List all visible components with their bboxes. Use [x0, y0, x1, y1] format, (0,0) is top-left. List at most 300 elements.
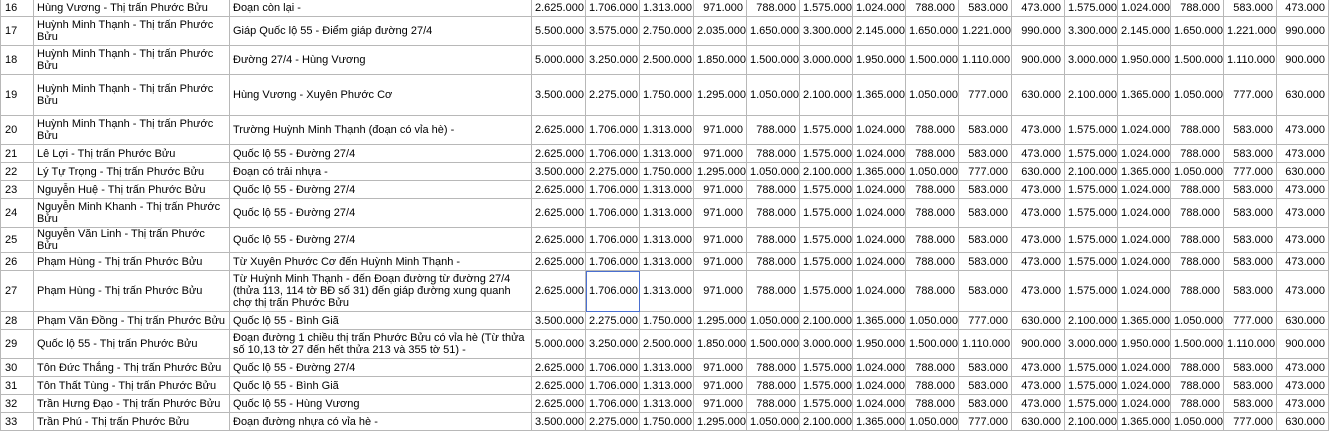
price-cell[interactable]: 1.706.000 [586, 395, 640, 413]
price-cell[interactable]: 1.575.000 [800, 199, 853, 228]
price-cell[interactable]: 583.000 [959, 116, 1012, 145]
price-cell[interactable]: 473.000 [1012, 199, 1065, 228]
price-cell[interactable]: 2.100.000 [800, 312, 853, 330]
segment-cell[interactable]: Quốc lộ 55 - Bình Giã [230, 312, 532, 330]
price-cell[interactable]: 1.024.000 [853, 395, 906, 413]
price-cell[interactable]: 1.706.000 [586, 253, 640, 271]
price-cell[interactable]: 1.706.000 [586, 116, 640, 145]
price-cell[interactable]: 1.313.000 [640, 0, 694, 17]
price-cell[interactable]: 777.000 [1224, 413, 1277, 431]
street-name-cell[interactable]: Trần Phú - Thị trấn Phước Bửu [34, 413, 230, 431]
price-cell[interactable]: 1.221.000 [1224, 17, 1277, 46]
price-cell[interactable]: 1.050.000 [1171, 413, 1224, 431]
price-cell[interactable]: 1.365.000 [1118, 312, 1171, 330]
price-cell[interactable]: 583.000 [959, 199, 1012, 228]
price-cell[interactable]: 1.365.000 [1118, 75, 1171, 116]
price-cell[interactable]: 3.300.000 [1065, 17, 1118, 46]
segment-cell[interactable]: Quốc lộ 55 - Đường 27/4 [230, 181, 532, 199]
price-cell[interactable]: 1.295.000 [694, 312, 747, 330]
price-cell[interactable]: 1.575.000 [1065, 271, 1118, 312]
price-cell[interactable]: 1.850.000 [694, 46, 747, 75]
price-cell[interactable]: 473.000 [1277, 253, 1329, 271]
price-cell[interactable]: 1.575.000 [1065, 377, 1118, 395]
price-cell[interactable]: 1.575.000 [800, 359, 853, 377]
segment-cell[interactable]: Đoạn còn lại - [230, 0, 532, 17]
price-cell[interactable]: 583.000 [959, 181, 1012, 199]
price-cell[interactable]: 473.000 [1012, 377, 1065, 395]
price-cell[interactable]: 788.000 [906, 377, 959, 395]
segment-cell[interactable]: Quốc lộ 55 - Đường 27/4 [230, 228, 532, 253]
price-cell[interactable]: 788.000 [1171, 145, 1224, 163]
price-cell[interactable]: 1.024.000 [853, 116, 906, 145]
row-number-cell[interactable]: 18 [1, 46, 34, 75]
price-cell[interactable]: 473.000 [1012, 116, 1065, 145]
price-cell[interactable]: 473.000 [1012, 145, 1065, 163]
price-cell[interactable]: 1.024.000 [1118, 377, 1171, 395]
price-cell[interactable]: 5.500.000 [532, 17, 586, 46]
price-cell[interactable]: 1.706.000 [586, 181, 640, 199]
price-cell[interactable]: 2.275.000 [586, 75, 640, 116]
price-cell[interactable]: 1.706.000 [586, 359, 640, 377]
price-cell[interactable]: 788.000 [906, 199, 959, 228]
price-cell[interactable]: 583.000 [959, 271, 1012, 312]
price-cell[interactable]: 788.000 [906, 116, 959, 145]
price-cell[interactable]: 900.000 [1277, 330, 1329, 359]
price-cell[interactable]: 630.000 [1277, 75, 1329, 116]
price-cell[interactable]: 1.050.000 [906, 75, 959, 116]
row-number-cell[interactable]: 30 [1, 359, 34, 377]
price-cell[interactable]: 2.275.000 [586, 413, 640, 431]
street-name-cell[interactable]: Tôn Thất Tùng - Thị trấn Phước Bửu [34, 377, 230, 395]
price-cell[interactable]: 2.625.000 [532, 0, 586, 17]
segment-cell[interactable]: Đường 27/4 - Hùng Vương [230, 46, 532, 75]
row-number-cell[interactable]: 16 [1, 0, 34, 17]
price-cell[interactable]: 583.000 [1224, 181, 1277, 199]
segment-cell[interactable]: Hùng Vương - Xuyên Phước Cơ [230, 75, 532, 116]
price-cell[interactable]: 583.000 [1224, 359, 1277, 377]
price-cell[interactable]: 2.625.000 [532, 228, 586, 253]
price-cell[interactable]: 2.625.000 [532, 253, 586, 271]
price-cell[interactable]: 2.100.000 [1065, 163, 1118, 181]
price-cell[interactable]: 1.575.000 [800, 377, 853, 395]
price-cell[interactable]: 1.650.000 [1171, 17, 1224, 46]
price-cell[interactable]: 1.575.000 [800, 271, 853, 312]
price-cell[interactable]: 1.050.000 [906, 312, 959, 330]
price-cell[interactable]: 583.000 [959, 228, 1012, 253]
price-cell[interactable]: 971.000 [694, 145, 747, 163]
price-cell[interactable]: 788.000 [747, 199, 800, 228]
price-cell[interactable]: 583.000 [1224, 199, 1277, 228]
price-cell[interactable]: 1.500.000 [747, 330, 800, 359]
price-cell[interactable]: 788.000 [747, 271, 800, 312]
price-cell[interactable]: 473.000 [1277, 199, 1329, 228]
price-cell[interactable]: 583.000 [1224, 145, 1277, 163]
street-name-cell[interactable]: Hùng Vương - Thị trấn Phước Bửu [34, 0, 230, 17]
price-cell[interactable]: 1.313.000 [640, 199, 694, 228]
segment-cell[interactable]: Đoạn đường 1 chiều thị trấn Phước Bửu có vỉa hè (Từ thửa số 10,13 tờ 27 đến hết thửa 213 và 355 tờ 51) - [230, 330, 532, 359]
price-cell[interactable]: 473.000 [1277, 145, 1329, 163]
price-cell[interactable]: 2.100.000 [800, 163, 853, 181]
price-cell[interactable]: 473.000 [1012, 395, 1065, 413]
row-number-cell[interactable]: 17 [1, 17, 34, 46]
price-cell[interactable]: 788.000 [906, 228, 959, 253]
price-cell[interactable]: 788.000 [1171, 395, 1224, 413]
row-number-cell[interactable]: 29 [1, 330, 34, 359]
price-cell[interactable]: 788.000 [1171, 116, 1224, 145]
price-cell[interactable]: 1.110.000 [959, 330, 1012, 359]
price-cell[interactable]: 1.024.000 [1118, 199, 1171, 228]
price-cell[interactable]: 788.000 [1171, 0, 1224, 17]
price-cell[interactable]: 1.024.000 [1118, 145, 1171, 163]
price-cell[interactable]: 5.000.000 [532, 46, 586, 75]
price-cell[interactable]: 1.050.000 [747, 413, 800, 431]
price-cell[interactable]: 971.000 [694, 253, 747, 271]
price-cell[interactable]: 1.050.000 [1171, 163, 1224, 181]
price-cell[interactable]: 1.575.000 [800, 0, 853, 17]
price-cell[interactable]: 1.575.000 [800, 395, 853, 413]
price-cell[interactable]: 788.000 [747, 0, 800, 17]
price-cell[interactable]: 777.000 [1224, 312, 1277, 330]
price-cell[interactable]: 583.000 [1224, 228, 1277, 253]
street-name-cell[interactable]: Huỳnh Minh Thạnh - Thị trấn Phước Bửu [34, 75, 230, 116]
street-name-cell[interactable]: Nguyễn Văn Linh - Thị trấn Phước Bửu [34, 228, 230, 253]
price-cell[interactable]: 473.000 [1277, 377, 1329, 395]
price-cell[interactable]: 1.110.000 [1224, 330, 1277, 359]
price-cell[interactable]: 1.750.000 [640, 413, 694, 431]
price-cell[interactable]: 2.625.000 [532, 116, 586, 145]
price-cell[interactable]: 583.000 [959, 377, 1012, 395]
price-cell[interactable]: 1.500.000 [906, 330, 959, 359]
price-cell[interactable]: 788.000 [747, 395, 800, 413]
street-name-cell[interactable]: Trần Hưng Đạo - Thị trấn Phước Bửu [34, 395, 230, 413]
price-cell[interactable]: 1.050.000 [1171, 75, 1224, 116]
price-cell[interactable]: 2.275.000 [586, 163, 640, 181]
price-cell[interactable]: 1.050.000 [906, 413, 959, 431]
price-cell[interactable]: 2.500.000 [640, 46, 694, 75]
price-cell[interactable]: 2.100.000 [1065, 413, 1118, 431]
price-cell[interactable]: 1.575.000 [1065, 228, 1118, 253]
price-cell[interactable]: 1.024.000 [853, 271, 906, 312]
row-number-cell[interactable]: 32 [1, 395, 34, 413]
price-cell[interactable]: 1.313.000 [640, 145, 694, 163]
price-cell[interactable]: 990.000 [1012, 17, 1065, 46]
price-cell[interactable]: 1.706.000 [586, 377, 640, 395]
price-cell[interactable]: 777.000 [959, 163, 1012, 181]
row-number-cell[interactable]: 21 [1, 145, 34, 163]
price-cell[interactable]: 1.575.000 [1065, 199, 1118, 228]
price-cell[interactable]: 1.706.000 [586, 271, 640, 312]
price-cell[interactable]: 971.000 [694, 0, 747, 17]
price-cell[interactable]: 3.250.000 [586, 330, 640, 359]
price-cell[interactable]: 1.313.000 [640, 395, 694, 413]
price-cell[interactable]: 2.035.000 [694, 17, 747, 46]
price-cell[interactable]: 1.024.000 [853, 0, 906, 17]
price-cell[interactable]: 788.000 [906, 395, 959, 413]
street-name-cell[interactable]: Quốc lộ 55 - Thị trấn Phước Bửu [34, 330, 230, 359]
row-number-cell[interactable]: 25 [1, 228, 34, 253]
price-cell[interactable]: 1.313.000 [640, 228, 694, 253]
price-cell[interactable]: 1.706.000 [586, 199, 640, 228]
price-cell[interactable]: 900.000 [1012, 46, 1065, 75]
price-cell[interactable]: 788.000 [1171, 359, 1224, 377]
segment-cell[interactable]: Từ Xuyên Phước Cơ đến Huỳnh Minh Thạnh - [230, 253, 532, 271]
segment-cell[interactable]: Quốc lộ 55 - Đường 27/4 [230, 199, 532, 228]
price-cell[interactable]: 630.000 [1012, 312, 1065, 330]
price-cell[interactable]: 473.000 [1277, 228, 1329, 253]
price-cell[interactable]: 1.365.000 [853, 413, 906, 431]
price-cell[interactable]: 630.000 [1012, 163, 1065, 181]
price-cell[interactable]: 788.000 [906, 0, 959, 17]
price-cell[interactable]: 3.500.000 [532, 163, 586, 181]
price-cell[interactable]: 1.313.000 [640, 359, 694, 377]
price-cell[interactable]: 583.000 [959, 395, 1012, 413]
price-cell[interactable]: 2.625.000 [532, 395, 586, 413]
price-cell[interactable]: 1.313.000 [640, 271, 694, 312]
price-cell[interactable]: 2.100.000 [1065, 312, 1118, 330]
price-cell[interactable]: 788.000 [1171, 377, 1224, 395]
price-cell[interactable]: 1.575.000 [1065, 359, 1118, 377]
price-cell[interactable]: 788.000 [747, 228, 800, 253]
price-cell[interactable]: 1.365.000 [853, 312, 906, 330]
price-cell[interactable]: 1.024.000 [853, 228, 906, 253]
price-cell[interactable]: 788.000 [906, 181, 959, 199]
price-cell[interactable]: 1.650.000 [906, 17, 959, 46]
price-cell[interactable]: 1.706.000 [586, 228, 640, 253]
price-cell[interactable]: 473.000 [1277, 271, 1329, 312]
price-cell[interactable]: 1.024.000 [853, 253, 906, 271]
price-cell[interactable]: 2.145.000 [853, 17, 906, 46]
price-cell[interactable]: 788.000 [747, 181, 800, 199]
row-number-cell[interactable]: 31 [1, 377, 34, 395]
price-cell[interactable]: 1.313.000 [640, 116, 694, 145]
price-cell[interactable]: 1.575.000 [800, 228, 853, 253]
price-cell[interactable]: 1.110.000 [959, 46, 1012, 75]
row-number-cell[interactable]: 27 [1, 271, 34, 312]
price-cell[interactable]: 1.024.000 [1118, 395, 1171, 413]
price-cell[interactable]: 1.365.000 [853, 163, 906, 181]
price-cell[interactable]: 1.024.000 [853, 359, 906, 377]
price-cell[interactable]: 1.024.000 [1118, 271, 1171, 312]
segment-cell[interactable]: Giáp Quốc lộ 55 - Điểm giáp đường 27/4 [230, 17, 532, 46]
price-cell[interactable]: 1.024.000 [1118, 0, 1171, 17]
price-cell[interactable]: 2.100.000 [800, 413, 853, 431]
price-cell[interactable]: 2.500.000 [640, 330, 694, 359]
price-cell[interactable]: 971.000 [694, 199, 747, 228]
price-cell[interactable]: 971.000 [694, 181, 747, 199]
price-cell[interactable]: 583.000 [959, 359, 1012, 377]
price-cell[interactable]: 1.575.000 [800, 253, 853, 271]
price-cell[interactable]: 630.000 [1012, 413, 1065, 431]
price-cell[interactable]: 1.575.000 [1065, 395, 1118, 413]
price-cell[interactable]: 1.575.000 [1065, 116, 1118, 145]
price-cell[interactable]: 1.750.000 [640, 163, 694, 181]
street-name-cell[interactable]: Huỳnh Minh Thạnh - Thị trấn Phước Bửu [34, 46, 230, 75]
price-cell[interactable]: 1.950.000 [1118, 46, 1171, 75]
row-number-cell[interactable]: 24 [1, 199, 34, 228]
price-cell[interactable]: 1.050.000 [747, 163, 800, 181]
price-cell[interactable]: 473.000 [1012, 253, 1065, 271]
price-cell[interactable]: 1.024.000 [1118, 181, 1171, 199]
street-name-cell[interactable]: Nguyễn Huệ - Thị trấn Phước Bửu [34, 181, 230, 199]
price-cell[interactable]: 971.000 [694, 377, 747, 395]
price-cell[interactable]: 788.000 [747, 145, 800, 163]
price-cell[interactable]: 777.000 [959, 413, 1012, 431]
price-cell[interactable]: 900.000 [1012, 330, 1065, 359]
price-cell[interactable]: 788.000 [906, 253, 959, 271]
price-cell[interactable]: 1.365.000 [853, 75, 906, 116]
price-cell[interactable]: 1.500.000 [906, 46, 959, 75]
price-cell[interactable]: 971.000 [694, 271, 747, 312]
price-cell[interactable]: 473.000 [1277, 181, 1329, 199]
price-cell[interactable]: 900.000 [1277, 46, 1329, 75]
price-cell[interactable]: 1.313.000 [640, 181, 694, 199]
price-cell[interactable]: 1.575.000 [800, 116, 853, 145]
price-cell[interactable]: 1.024.000 [853, 181, 906, 199]
price-cell[interactable]: 1.313.000 [640, 377, 694, 395]
price-cell[interactable]: 2.145.000 [1118, 17, 1171, 46]
price-cell[interactable]: 2.100.000 [1065, 75, 1118, 116]
street-name-cell[interactable]: Tôn Đức Thắng - Thị trấn Phước Bửu [34, 359, 230, 377]
price-cell[interactable]: 583.000 [1224, 395, 1277, 413]
price-cell[interactable]: 1.650.000 [747, 17, 800, 46]
price-cell[interactable]: 1.575.000 [1065, 181, 1118, 199]
price-cell[interactable]: 3.000.000 [800, 330, 853, 359]
price-cell[interactable]: 788.000 [1171, 253, 1224, 271]
price-cell[interactable]: 1.850.000 [694, 330, 747, 359]
price-cell[interactable]: 3.500.000 [532, 312, 586, 330]
price-cell[interactable]: 473.000 [1012, 271, 1065, 312]
price-cell[interactable]: 1.575.000 [1065, 0, 1118, 17]
price-cell[interactable]: 473.000 [1012, 181, 1065, 199]
street-name-cell[interactable]: Lê Lợi - Thị trấn Phước Bửu [34, 145, 230, 163]
price-cell[interactable]: 2.625.000 [532, 181, 586, 199]
price-cell[interactable]: 1.221.000 [959, 17, 1012, 46]
price-cell[interactable]: 1.295.000 [694, 413, 747, 431]
price-cell[interactable]: 1.050.000 [747, 75, 800, 116]
street-name-cell[interactable]: Huỳnh Minh Thạnh - Thị trấn Phước Bửu [34, 116, 230, 145]
price-cell[interactable]: 777.000 [1224, 163, 1277, 181]
price-cell[interactable]: 583.000 [1224, 116, 1277, 145]
price-cell[interactable]: 1.750.000 [640, 312, 694, 330]
price-cell[interactable]: 583.000 [1224, 271, 1277, 312]
segment-cell[interactable]: Đoạn đường nhựa có vỉa hè - [230, 413, 532, 431]
price-cell[interactable]: 1.050.000 [906, 163, 959, 181]
row-number-cell[interactable]: 20 [1, 116, 34, 145]
price-cell[interactable]: 2.625.000 [532, 377, 586, 395]
price-cell[interactable]: 788.000 [747, 359, 800, 377]
price-cell[interactable]: 3.000.000 [800, 46, 853, 75]
price-cell[interactable]: 630.000 [1012, 75, 1065, 116]
price-cell[interactable]: 1.024.000 [853, 145, 906, 163]
price-cell[interactable]: 1.950.000 [853, 46, 906, 75]
price-cell[interactable]: 3.000.000 [1065, 330, 1118, 359]
price-cell[interactable]: 3.575.000 [586, 17, 640, 46]
price-cell[interactable]: 788.000 [1171, 199, 1224, 228]
price-cell[interactable]: 473.000 [1277, 359, 1329, 377]
price-cell[interactable]: 1.024.000 [853, 199, 906, 228]
price-cell[interactable]: 1.024.000 [1118, 253, 1171, 271]
price-cell[interactable]: 583.000 [959, 145, 1012, 163]
price-cell[interactable]: 1.365.000 [1118, 413, 1171, 431]
price-cell[interactable]: 788.000 [747, 116, 800, 145]
price-cell[interactable]: 1.024.000 [1118, 359, 1171, 377]
price-cell[interactable]: 2.750.000 [640, 17, 694, 46]
price-cell[interactable]: 3.500.000 [532, 413, 586, 431]
price-cell[interactable]: 3.250.000 [586, 46, 640, 75]
price-cell[interactable]: 1.500.000 [1171, 330, 1224, 359]
street-name-cell[interactable]: Lý Tự Trọng - Thị trấn Phước Bửu [34, 163, 230, 181]
segment-cell[interactable]: Quốc lộ 55 - Đường 27/4 [230, 145, 532, 163]
price-cell[interactable]: 583.000 [1224, 253, 1277, 271]
price-cell[interactable]: 788.000 [1171, 271, 1224, 312]
row-number-cell[interactable]: 23 [1, 181, 34, 199]
price-cell[interactable]: 788.000 [906, 271, 959, 312]
row-number-cell[interactable]: 26 [1, 253, 34, 271]
price-cell[interactable]: 990.000 [1277, 17, 1329, 46]
price-cell[interactable]: 971.000 [694, 359, 747, 377]
price-cell[interactable]: 777.000 [1224, 75, 1277, 116]
row-number-cell[interactable]: 19 [1, 75, 34, 116]
price-cell[interactable]: 473.000 [1012, 359, 1065, 377]
street-name-cell[interactable]: Phạm Văn Đồng - Thị trấn Phước Bửu [34, 312, 230, 330]
row-number-cell[interactable]: 33 [1, 413, 34, 431]
price-cell[interactable]: 971.000 [694, 116, 747, 145]
price-cell[interactable]: 3.000.000 [1065, 46, 1118, 75]
price-cell[interactable]: 473.000 [1277, 395, 1329, 413]
price-cell[interactable]: 2.625.000 [532, 199, 586, 228]
segment-cell[interactable]: Trường Huỳnh Minh Thạnh (đoạn có vỉa hè) - [230, 116, 532, 145]
price-cell[interactable]: 1.295.000 [694, 75, 747, 116]
price-cell[interactable]: 1.950.000 [853, 330, 906, 359]
price-cell[interactable]: 788.000 [1171, 228, 1224, 253]
price-cell[interactable]: 1.024.000 [853, 377, 906, 395]
price-cell[interactable]: 788.000 [906, 145, 959, 163]
price-cell[interactable]: 971.000 [694, 395, 747, 413]
segment-cell[interactable]: Từ Huỳnh Minh Thạnh - đến Đoạn đường từ đường 27/4 (thửa 113, 114 tờ BĐ số 31) đến giáp đường xung quanh chợ thị trấn Phước Bửu [230, 271, 532, 312]
price-cell[interactable]: 1.575.000 [1065, 145, 1118, 163]
price-cell[interactable]: 1.050.000 [747, 312, 800, 330]
price-cell[interactable]: 1.575.000 [800, 145, 853, 163]
price-cell[interactable]: 777.000 [959, 312, 1012, 330]
price-cell[interactable]: 1.365.000 [1118, 163, 1171, 181]
price-cell[interactable]: 2.625.000 [532, 271, 586, 312]
price-cell[interactable]: 3.300.000 [800, 17, 853, 46]
price-cell[interactable]: 2.625.000 [532, 145, 586, 163]
price-cell[interactable]: 1.110.000 [1224, 46, 1277, 75]
price-cell[interactable]: 1.575.000 [800, 181, 853, 199]
price-cell[interactable]: 1.024.000 [1118, 116, 1171, 145]
price-cell[interactable]: 473.000 [1277, 0, 1329, 17]
price-cell[interactable]: 1.500.000 [1171, 46, 1224, 75]
price-cell[interactable]: 788.000 [747, 377, 800, 395]
price-cell[interactable]: 1.750.000 [640, 75, 694, 116]
price-cell[interactable]: 2.625.000 [532, 359, 586, 377]
price-cell[interactable]: 473.000 [1012, 228, 1065, 253]
price-cell[interactable]: 777.000 [959, 75, 1012, 116]
segment-cell[interactable]: Quốc lộ 55 - Đường 27/4 [230, 359, 532, 377]
price-cell[interactable]: 788.000 [906, 359, 959, 377]
segment-cell[interactable]: Đoạn có trải nhựa - [230, 163, 532, 181]
price-cell[interactable]: 583.000 [959, 0, 1012, 17]
price-cell[interactable]: 788.000 [1171, 181, 1224, 199]
row-number-cell[interactable]: 28 [1, 312, 34, 330]
price-cell[interactable]: 1.575.000 [1065, 253, 1118, 271]
price-cell[interactable]: 630.000 [1277, 413, 1329, 431]
street-name-cell[interactable]: Huỳnh Minh Thạnh - Thị trấn Phước Bửu [34, 17, 230, 46]
street-name-cell[interactable]: Phạm Hùng - Thị trấn Phước Bửu [34, 253, 230, 271]
price-cell[interactable]: 1.706.000 [586, 145, 640, 163]
price-cell[interactable]: 788.000 [747, 253, 800, 271]
